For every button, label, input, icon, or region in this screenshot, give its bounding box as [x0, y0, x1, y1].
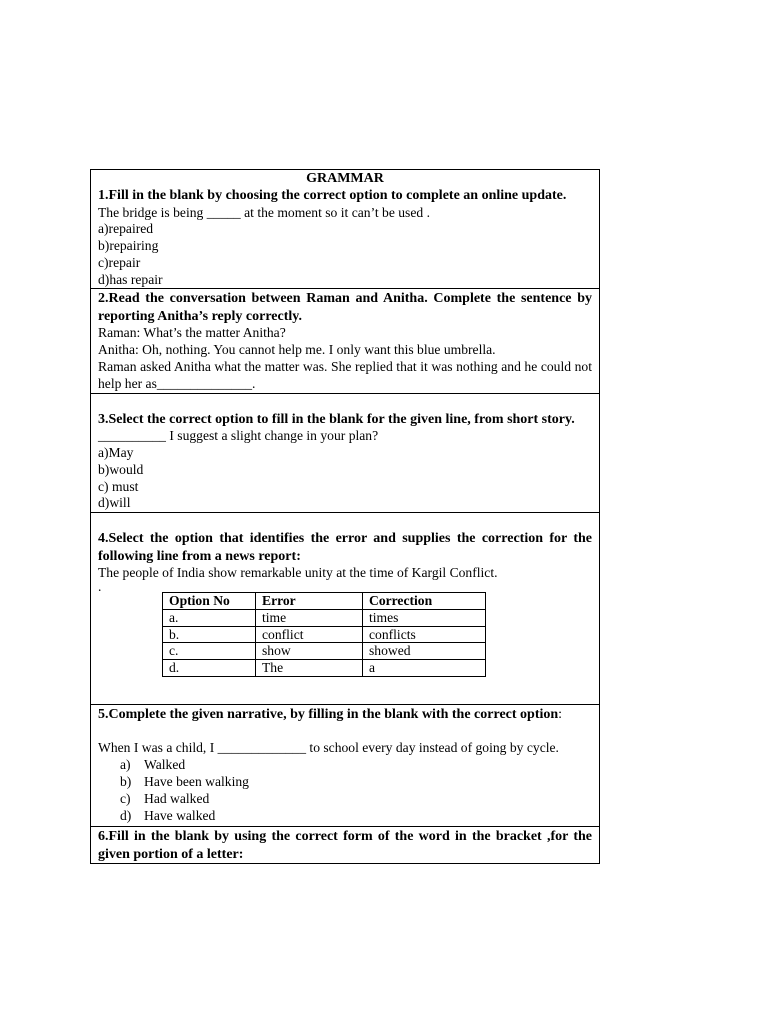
- option-marker: d): [120, 807, 132, 823]
- list-item: [120, 774, 592, 791]
- question-3-option: c) must: [98, 478, 139, 494]
- question-1-sentence: The bridge is being _____ at the moment so it can’t be used .: [98, 204, 430, 220]
- question-5-block: [91, 706, 599, 827]
- table-cell: a.: [163, 609, 256, 626]
- question-2-line: Raman: What’s the matter Anitha?: [98, 325, 286, 341]
- option-marker: c): [120, 790, 131, 806]
- question-3-option: a)May: [98, 444, 134, 460]
- table-cell: conflicts: [363, 626, 486, 643]
- table-cell: a: [363, 660, 486, 677]
- table-header: Correction: [363, 592, 486, 609]
- table-header: Error: [256, 592, 363, 609]
- spacer: [98, 394, 592, 411]
- question-5-text: [98, 706, 592, 724]
- option-marker: a): [120, 757, 131, 773]
- question-5-sentence: When I was a child, I _____________ to school every day instead of going by cycle.: [98, 740, 559, 756]
- option-text: Have walked: [144, 807, 216, 823]
- spacer: [98, 723, 592, 740]
- question-6-text: 6.Fill in the blank by using the correct form of the word in the bracket ,for the given portion of a letter:: [98, 829, 592, 862]
- table-cell: time: [256, 609, 363, 626]
- table-cell: show: [256, 643, 363, 660]
- table-header: Option No: [163, 592, 256, 609]
- option-text: Walked: [144, 757, 186, 773]
- question-6-block: [91, 828, 599, 864]
- question-1-block: [91, 170, 599, 289]
- option-text: Have been walking: [144, 774, 249, 790]
- table-row: [163, 626, 486, 643]
- question-3-option: b)would: [98, 461, 144, 477]
- table-row: [163, 643, 486, 660]
- question-3-option: d)will: [98, 495, 131, 511]
- option-text: Had walked: [144, 790, 210, 806]
- question-4-text: 4.Select the option that identifies the error and supplies the correction for the following line from a news report:: [98, 531, 592, 564]
- question-4-block: [91, 513, 599, 705]
- question-5-options: [98, 757, 592, 824]
- question-3-sentence: __________ I suggest a slight change in your plan?: [98, 428, 379, 444]
- question-1-option: d)has repair: [98, 271, 163, 287]
- question-4-dot: .: [98, 578, 102, 594]
- list-item: [120, 791, 592, 808]
- list-item: [120, 808, 592, 825]
- table-cell: times: [363, 609, 486, 626]
- table-cell: The: [256, 660, 363, 677]
- question-1-text: 1.Fill in the blank by choosing the correct option to complete an online update.: [98, 188, 567, 203]
- table-row: [163, 609, 486, 626]
- spacer: [98, 513, 592, 530]
- question-5-label: 5.Complete the given narrative, by filling in the blank with the correct option: [98, 706, 559, 722]
- options-table: [162, 592, 486, 677]
- option-marker: b): [120, 774, 132, 790]
- question-1-option: a)repaired: [98, 221, 154, 237]
- table-cell: b.: [163, 626, 256, 643]
- question-1-option: b)repairing: [98, 238, 159, 254]
- table-header-row: [163, 592, 486, 609]
- question-2-line: Raman asked Anitha what the matter was. She replied that it was nothing and he could not help her as______________.: [98, 359, 592, 391]
- grammar-worksheet: [90, 169, 600, 864]
- question-2-block: [91, 290, 599, 393]
- table-cell: d.: [163, 660, 256, 677]
- section-title: GRAMMAR: [306, 171, 384, 186]
- question-2-line: Anitha: Oh, nothing. You cannot help me. I only want this blue umbrella.: [98, 342, 496, 358]
- question-4-sentence: The people of India show remarkable unity at the time of Kargil Conflict.: [98, 565, 498, 581]
- list-item: [120, 757, 592, 774]
- question-5-colon: :: [558, 706, 563, 722]
- question-2-text: 2.Read the conversation between Raman and Anitha. Complete the sentence by reporting Anitha’s reply correctly.: [98, 291, 592, 324]
- table-cell: c.: [163, 643, 256, 660]
- question-3-block: [91, 394, 599, 513]
- question-1-option: c)repair: [98, 254, 141, 270]
- table-row: [163, 660, 486, 677]
- question-3-text: 3.Select the correct option to fill in the blank for the given line, from short story.: [98, 411, 575, 427]
- table-cell: showed: [363, 643, 486, 660]
- table-cell: conflict: [256, 626, 363, 643]
